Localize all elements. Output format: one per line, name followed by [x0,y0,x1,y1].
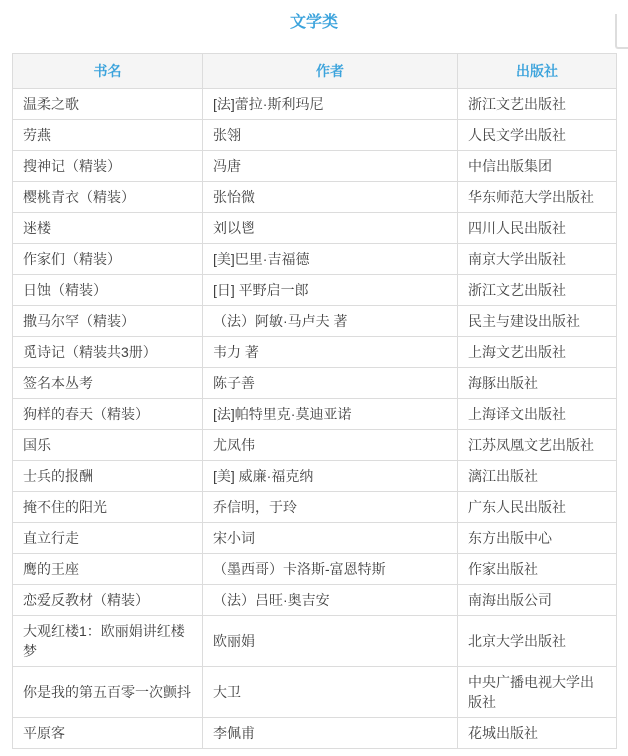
author-cell: 陈子善 [203,368,458,399]
author-cell: 张翎 [203,120,458,151]
publisher-cell: 漓江出版社 [458,461,617,492]
book-title-cell: 大观红楼1：欧丽娟讲红楼梦 [13,616,203,667]
publisher-cell: 中央广播电视大学出版社 [458,667,617,718]
author-cell: 冯唐 [203,151,458,182]
book-table-body [13,89,617,749]
table-row [13,399,617,430]
publisher-cell: 海豚出版社 [458,368,617,399]
table-header-row [13,54,617,89]
book-title-cell: 作家们（精装） [13,244,203,275]
table-row [13,667,617,718]
table-row [13,523,617,554]
table-row [13,182,617,213]
column-header-author: 作者 [203,54,458,89]
book-title-cell: 平原客 [13,718,203,749]
publisher-cell: 北京大学出版社 [458,616,617,667]
table-row [13,585,617,616]
author-cell: 乔信明，于玲 [203,492,458,523]
book-table [12,53,617,749]
publisher-cell: 南京大学出版社 [458,244,617,275]
publisher-cell: 江苏凤凰文艺出版社 [458,430,617,461]
book-title-cell: 鹰的王座 [13,554,203,585]
table-row [13,213,617,244]
offscreen-panel-corner [615,14,628,49]
author-cell: [美] 威廉·福克纳 [203,461,458,492]
book-title-cell: 日蚀（精装） [13,275,203,306]
book-title-cell: 直立行走 [13,523,203,554]
book-title-cell: 国乐 [13,430,203,461]
page-title: 文学类 [289,14,338,31]
author-cell: 李佩甫 [203,718,458,749]
table-row [13,718,617,749]
publisher-cell: 人民文学出版社 [458,120,617,151]
column-header-book-title: 书名 [13,54,203,89]
publisher-cell: 广东人民出版社 [458,492,617,523]
author-cell: 张怡微 [203,182,458,213]
author-cell: 韦力 著 [203,337,458,368]
book-title-cell: 觅诗记（精装共3册） [13,337,203,368]
author-cell: 尤凤伟 [203,430,458,461]
publisher-cell: 作家出版社 [458,554,617,585]
book-title-cell: 掩不住的阳光 [13,492,203,523]
publisher-cell: 民主与建设出版社 [458,306,617,337]
publisher-cell: 东方出版中心 [458,523,617,554]
publisher-cell: 四川人民出版社 [458,213,617,244]
book-title-cell: 樱桃青衣（精装） [13,182,203,213]
book-title-cell: 签名本丛考 [13,368,203,399]
book-title-cell: 撒马尔罕（精装） [13,306,203,337]
table-row [13,120,617,151]
table-row [13,275,617,306]
table-row [13,89,617,120]
author-cell: 刘以鬯 [203,213,458,244]
book-title-cell: 搜神记（精装） [13,151,203,182]
table-row [13,368,617,399]
table-row [13,461,617,492]
table-row [13,554,617,585]
book-title-cell: 恋爱反教材（精装） [13,585,203,616]
author-cell: （法）阿敏·马卢夫 著 [203,306,458,337]
table-row [13,430,617,461]
publisher-cell: 华东师范大学出版社 [458,182,617,213]
publisher-cell: 浙江文艺出版社 [458,275,617,306]
publisher-cell: 浙江文艺出版社 [458,89,617,120]
author-cell: [法]帕特里克·莫迪亚诺 [203,399,458,430]
author-cell: 宋小词 [203,523,458,554]
table-row [13,306,617,337]
book-title-cell: 狗样的春天（精装） [13,399,203,430]
author-cell: [美]巴里·吉福德 [203,244,458,275]
book-title-cell: 劳燕 [13,120,203,151]
publisher-cell: 南海出版公司 [458,585,617,616]
author-cell: 大卫 [203,667,458,718]
author-cell: [法]蕾拉·斯利玛尼 [203,89,458,120]
table-row [13,492,617,523]
table-row [13,337,617,368]
author-cell: （法）吕旺·奥吉安 [203,585,458,616]
book-title-cell: 你是我的第五百零一次颤抖 [13,667,203,718]
table-row [13,244,617,275]
book-title-cell: 士兵的报酬 [13,461,203,492]
publisher-cell: 中信出版集团 [458,151,617,182]
author-cell: （墨西哥）卡洛斯-富恩特斯 [203,554,458,585]
publisher-cell: 花城出版社 [458,718,617,749]
book-title-cell: 迷楼 [13,213,203,244]
publisher-cell: 上海译文出版社 [458,399,617,430]
publisher-cell: 上海文艺出版社 [458,337,617,368]
table-row [13,151,617,182]
author-cell: [日] 平野启一郎 [203,275,458,306]
book-title-cell: 温柔之歌 [13,89,203,120]
table-row [13,616,617,667]
column-header-publisher: 出版社 [458,54,617,89]
author-cell: 欧丽娟 [203,616,458,667]
